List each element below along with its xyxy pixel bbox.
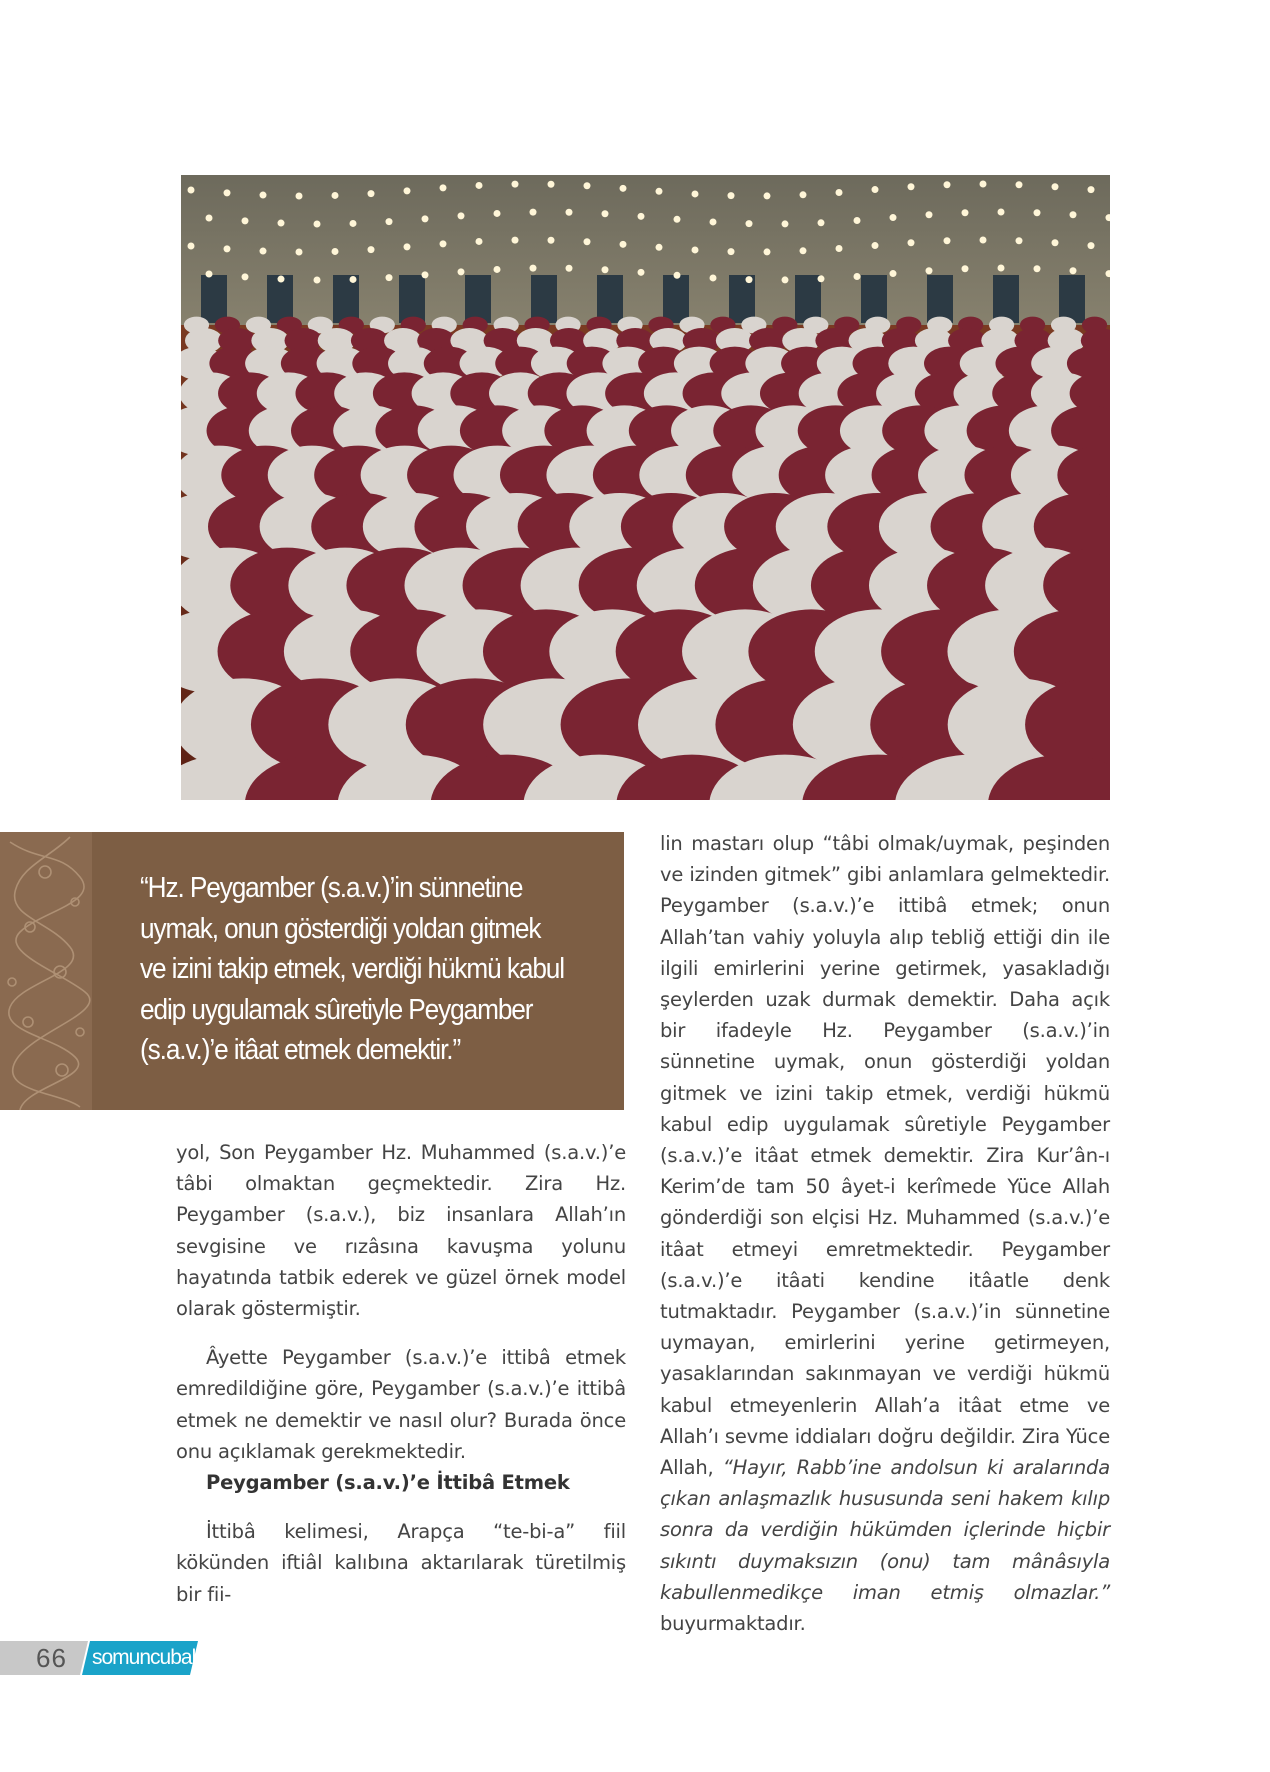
lamp-light — [800, 247, 807, 254]
pull-quote-line: edip uygulamak sûretiyle Peygamber — [140, 993, 533, 1026]
lamp-light — [440, 240, 447, 247]
right-text-column — [660, 828, 1110, 1639]
lamp-light — [818, 219, 825, 226]
lamp-light — [962, 265, 969, 272]
lamp-light — [206, 215, 213, 222]
lamp-light — [1016, 237, 1023, 244]
lamp-light — [1034, 209, 1041, 216]
lamp-light — [746, 220, 753, 227]
lamp-light — [1088, 186, 1095, 193]
lamp-light — [566, 209, 573, 216]
lamp-light — [980, 237, 987, 244]
lamp-light — [314, 276, 321, 283]
window-shape — [1059, 275, 1085, 323]
window-shape — [927, 275, 953, 323]
lamp-light — [296, 248, 303, 255]
lamp-light — [476, 182, 483, 189]
lamp-light — [908, 183, 915, 190]
lamp-light — [854, 217, 861, 224]
window-shape — [795, 275, 821, 323]
lamp-light — [1052, 239, 1059, 246]
lamp-light — [1088, 242, 1095, 249]
lamp-light — [710, 274, 717, 281]
floral-ornament-icon — [0, 832, 92, 1110]
window-shape — [993, 275, 1019, 323]
lamp-light — [512, 237, 519, 244]
lamp-light — [1070, 267, 1077, 274]
paragraph: İttibâ kelimesi, Arapça “te-bi-a” fiil kökünden iftiâl kalıbına aktarılarak türetilmiş bir fii- — [176, 1520, 626, 1606]
lamp-light — [692, 246, 699, 253]
lamp-light — [944, 237, 951, 244]
lamp-light — [602, 266, 609, 273]
lamp-light — [926, 267, 933, 274]
pull-quote-line: “Hz. Peygamber (s.a.v.)’in sünnetine — [140, 872, 523, 904]
lamp-light — [350, 276, 357, 283]
window-shape — [465, 275, 491, 323]
lamp-light — [350, 220, 357, 227]
lamp-light — [458, 212, 465, 219]
lamp-light — [656, 244, 663, 251]
window-shape — [531, 275, 557, 323]
lamp-light — [638, 213, 645, 220]
lamp-light — [998, 209, 1005, 216]
lamp-light — [1070, 211, 1077, 218]
lamp-light — [638, 269, 645, 276]
left-text-column — [176, 1137, 626, 1610]
lamp-light — [548, 181, 555, 188]
lamp-light — [368, 190, 375, 197]
lamp-light — [260, 192, 267, 199]
lamp-light — [206, 271, 213, 278]
lamp-light — [314, 220, 321, 227]
lamp-light — [800, 191, 807, 198]
lamp-light — [188, 243, 195, 250]
lamp-light — [656, 188, 663, 195]
lamp-light — [530, 265, 537, 272]
lamp-light — [512, 181, 519, 188]
lamp-light — [476, 238, 483, 245]
lamp-light — [728, 248, 735, 255]
lamp-light — [620, 241, 627, 248]
paragraph: Âyette Peygamber (s.a.v.)’e ittibâ etmek emredildiğine göre, Peygamber (s.a.v.)’e ittibâ etmek ne demektir ve nasıl olur? Burada önce onu açıklamak gerekmektedir. — [176, 1346, 626, 1463]
lamp-light — [728, 192, 735, 199]
lamp-light — [530, 209, 537, 216]
quran-quote: “Hayır, Rabb’ine andolsun ki aralarında çıkan anlaşmazlık hususunda seni hakem kılıp sonra da verdiğin hükümden içlerinde hiçbir sıkıntı duymaksızın (onu) tam mânâsıyla kabullenmedikçe iman etmiş olmazlar.” — [660, 1456, 1110, 1604]
lamp-light — [602, 210, 609, 217]
lamp-light — [782, 220, 789, 227]
lamp-light — [854, 273, 861, 280]
lamp-light — [692, 190, 699, 197]
lamp-light — [1052, 183, 1059, 190]
lamp-light — [872, 186, 879, 193]
lamp-light — [494, 210, 501, 217]
lamp-light — [998, 265, 1005, 272]
window-shape — [663, 275, 689, 323]
lamp-light — [890, 270, 897, 277]
lamp-light — [674, 272, 681, 279]
lamp-light — [260, 248, 267, 255]
pull-quote-box — [0, 832, 624, 1110]
window-shape — [861, 275, 887, 323]
lamp-light — [422, 215, 429, 222]
window-shape — [597, 275, 623, 323]
lamp-light — [422, 271, 429, 278]
lamp-light — [386, 274, 393, 281]
pull-quote-line: (s.a.v.)’e itâat etmek demektir.” — [140, 1034, 461, 1066]
lamp-light — [890, 214, 897, 221]
lamp-light — [962, 209, 969, 216]
paragraph — [660, 828, 1110, 1639]
lamp-light — [278, 220, 285, 227]
lamp-light — [368, 246, 375, 253]
lamp-light — [944, 181, 951, 188]
lamp-light — [242, 273, 249, 280]
pull-quote-text — [140, 868, 572, 1071]
lamp-light — [980, 181, 987, 188]
lamp-light — [926, 211, 933, 218]
lamp-light — [494, 266, 501, 273]
lamp-light — [188, 187, 195, 194]
lamp-light — [710, 218, 717, 225]
page-number: 66 — [36, 1643, 67, 1673]
mosque-prayer-photo — [181, 175, 1110, 800]
lamp-light — [566, 265, 573, 272]
lamp-light — [404, 243, 411, 250]
lamp-light — [242, 217, 249, 224]
photo-illustration — [181, 175, 1110, 800]
lamp-light — [584, 238, 591, 245]
lamp-light — [1034, 265, 1041, 272]
lamp-light — [746, 276, 753, 283]
lamp-light — [908, 239, 915, 246]
lamp-light — [782, 276, 789, 283]
lamp-light — [332, 248, 339, 255]
lamp-light — [764, 248, 771, 255]
lamp-light — [386, 218, 393, 225]
paragraph: yol, Son Peygamber Hz. Muhammed (s.a.v.)’e tâbi olmaktan geçmektedir. Zira Hz. Peygamber (s.a.v.), biz insanlara Allah’ın sevgisine ve rızâsına kavuşma yolunu hayatında tatbik ederek ve güzel örnek model olarak göstermiştir. — [176, 1141, 626, 1321]
lamp-light — [278, 276, 285, 283]
lamp-light — [548, 237, 555, 244]
magazine-name: somuncubaba — [92, 1646, 213, 1669]
lamp-light — [674, 216, 681, 223]
window-shape — [399, 275, 425, 323]
lamp-light — [224, 245, 231, 252]
lamp-light — [818, 275, 825, 282]
lamp-light — [224, 189, 231, 196]
lamp-light — [404, 187, 411, 194]
section-heading: Peygamber (s.a.v.)’e İttibâ Etmek — [206, 1471, 570, 1495]
paragraph-tail: buyurmaktadır. — [660, 1612, 806, 1636]
lamp-light — [620, 185, 627, 192]
window-shape — [201, 275, 227, 323]
lamp-light — [872, 242, 879, 249]
lamp-light — [764, 192, 771, 199]
lamp-light — [440, 184, 447, 191]
lamp-light — [332, 192, 339, 199]
lamp-light — [584, 182, 591, 189]
lamp-light — [296, 192, 303, 199]
pull-quote-line: ve izini takip etmek, verdiği hükmü kabul — [140, 953, 565, 985]
lamp-light — [1016, 181, 1023, 188]
lamp-light — [836, 189, 843, 196]
lamp-light — [458, 268, 465, 275]
pull-quote-line: uymak, onun gösterdiği yoldan gitmek — [140, 912, 541, 945]
paragraph-text: lin mastarı olup “tâbi olmak/uymak, peşinden ve izinden gitmek” gibi anlamlara gelmektedir. Peygamber (s.a.v.)’e ittibâ etmek; onun Allah’tan vahiy yoluyla alıp tebliğ ettiği din ile ilgili emirlerini yerine getirmek, yasakladığı şeylerden uzak durmak demektir. Daha açık bir ifadeyle Hz. Peygamber (s.a.v.)’in sünnetine uymak, onun gösterdiği yoldan gitmek ve izini takip etmek, verdiği hükmü kabul edip uygulamak sûretiyle Peygamber (s.a.v.)’e itâat etmek demektir. Zira Kur’ân-ı Kerim’de tam 50 âyet-i kerîmede Yüce Allah gönderdiği son elçisi Hz. Muhammed (s.a.v.)’e itâat etmeyi emretmektedir. Peygamber (s.a.v.)’e itâati kendine itâatle denk tutmaktadır. Peygamber (s.a.v.)’in sünnetine uymayan, emirlerini yerine getirmeyen, yasaklarından sakınmayan ve verdiği hükmü kabul etmeyenlerin Allah’a itâat etme ve Allah’ı sevme iddiaları doğru değildir. Zira Yüce Allah, — [660, 832, 1110, 1480]
lamp-light — [836, 245, 843, 252]
